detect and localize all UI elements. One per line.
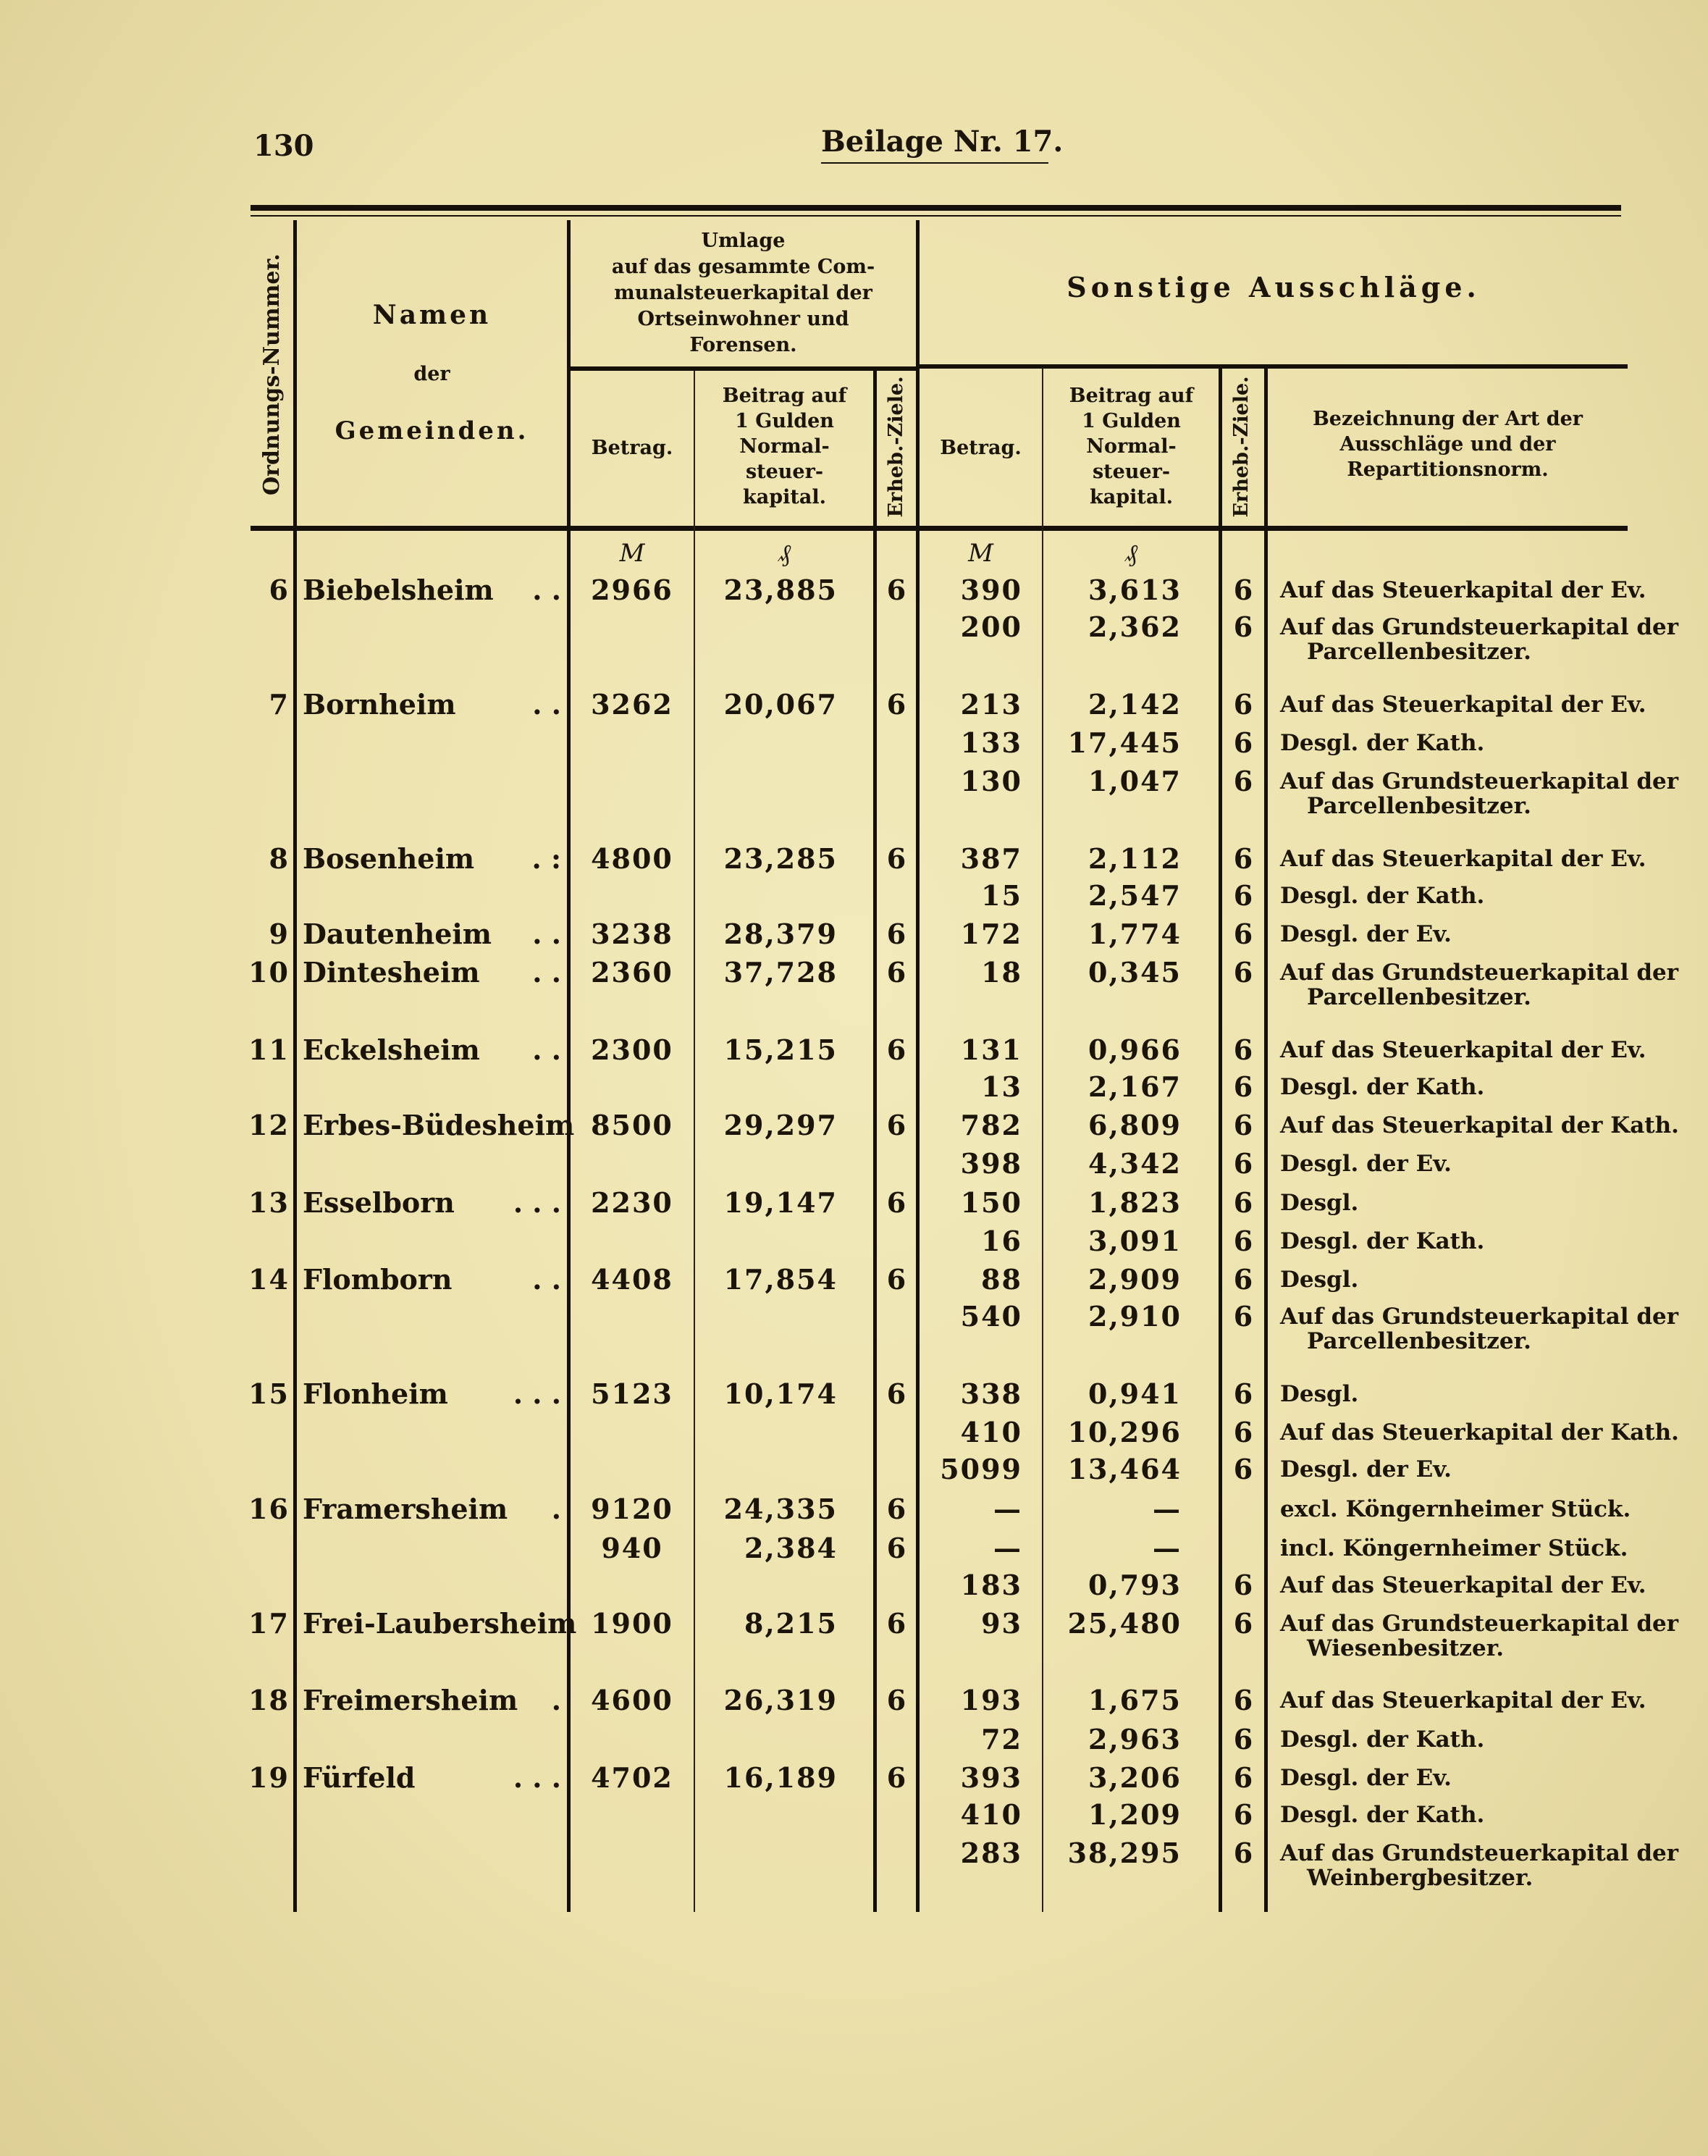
page-number: 130: [253, 129, 314, 163]
ausschlag-beitrag: 2,362: [1088, 611, 1182, 643]
ausschlag-beitrag: 2,142: [1088, 688, 1182, 721]
ausschlag-beitrag: 25,480: [1067, 1607, 1182, 1640]
ausschlag-beitrag: 6,809: [1088, 1109, 1182, 1141]
ausschlag-ziele: 6: [1233, 1723, 1255, 1756]
ausschlag-description: Auf das Steuerkapital der Ev.: [1280, 1572, 1646, 1598]
ausschlag-betrag: 393: [960, 1761, 1022, 1794]
ausschlag-description: Desgl. der Ev.: [1280, 1456, 1452, 1482]
umlage-betrag: 5123: [591, 1377, 673, 1410]
row-number: 9: [269, 918, 290, 950]
ausschlag-ziele: 6: [1233, 1147, 1255, 1180]
ausschlag-betrag: 16: [981, 1225, 1022, 1257]
umlage-betrag: 4408: [591, 1263, 673, 1296]
ausschlag-ziele: 6: [1233, 1263, 1255, 1296]
ausschlag-ziele: 6: [1233, 765, 1255, 797]
municipality-name: Flomborn: [303, 1263, 453, 1296]
municipality-name: Dautenheim: [303, 918, 492, 950]
header-ordnungs-nummer: Ordnungs-Nummer.: [259, 253, 285, 495]
umlage-ziele: 6: [886, 842, 908, 875]
ausschlag-description: Auf das Grundsteuerkapital der: [1280, 1840, 1679, 1866]
ausschlag-description: Auf das Grundsteuerkapital der: [1280, 960, 1679, 986]
umlage-beitrag: 23,285: [723, 842, 838, 875]
ausschlag-description-continued: Wiesenbesitzer.: [1307, 1635, 1505, 1661]
municipality-name: Frei-Laubersheim: [303, 1607, 577, 1640]
umlage-betrag: 3238: [591, 918, 673, 950]
dot-leader: .: [551, 1493, 561, 1525]
ausschlag-ziele: 6: [1233, 611, 1255, 643]
umlage-betrag: 940: [601, 1532, 663, 1564]
umlage-betrag: 2966: [591, 574, 673, 606]
ausschlag-description: Auf das Steuerkapital der Kath.: [1280, 1112, 1679, 1138]
ausschlag-description: Auf das Steuerkapital der Ev.: [1280, 692, 1646, 718]
ausschlag-beitrag: 0,966: [1088, 1033, 1182, 1066]
ausschlag-beitrag: 10,296: [1067, 1416, 1182, 1448]
ausschlag-beitrag: 2,167: [1088, 1070, 1182, 1103]
ausschlag-beitrag: 1,209: [1088, 1798, 1182, 1831]
ausschlag-description: excl. Köngernheimer Stück.: [1280, 1496, 1631, 1522]
umlage-beitrag: 29,297: [723, 1109, 838, 1141]
ausschlag-ziele: 6: [1233, 1761, 1255, 1794]
ausschlag-description: Auf das Grundsteuerkapital der: [1280, 1304, 1679, 1330]
ausschlag-description-continued: Parcellenbesitzer.: [1307, 793, 1531, 819]
umlage-ziele: 6: [886, 956, 908, 989]
ausschlag-ziele: 6: [1233, 1569, 1255, 1601]
ausschlag-betrag: 410: [960, 1416, 1022, 1448]
row-number: 18: [248, 1684, 290, 1716]
umlage-ziele: 6: [886, 1033, 908, 1066]
ausschlag-beitrag: 0,941: [1088, 1377, 1182, 1410]
ausschlag-ziele: 6: [1233, 1607, 1255, 1640]
ausschlag-ziele: 6: [1233, 688, 1255, 721]
umlage-ziele: 6: [886, 1493, 908, 1525]
ausschlag-description: Desgl.: [1280, 1267, 1359, 1293]
municipality-name: Eckelsheim: [303, 1033, 480, 1066]
municipality-name: Freimersheim: [303, 1684, 518, 1716]
ausschlag-description: Desgl.: [1280, 1190, 1359, 1216]
ausschlag-ziele: 6: [1233, 956, 1255, 989]
ausschlag-description: Desgl. der Ev.: [1280, 1765, 1452, 1791]
ausschlag-description: Auf das Grundsteuerkapital der: [1280, 768, 1679, 794]
ausschlag-description: Desgl. der Kath.: [1280, 730, 1485, 756]
ausschlag-beitrag: 2,963: [1088, 1723, 1182, 1756]
umlage-beitrag: 24,335: [723, 1493, 838, 1525]
header-sonstige-ausschlaege: Sonstige Ausschläge.: [1067, 271, 1481, 303]
row-number: 7: [269, 688, 290, 721]
ausschlag-ziele: 6: [1233, 1109, 1255, 1141]
ausschlag-beitrag: 0,793: [1088, 1569, 1182, 1601]
ausschlag-betrag: 213: [960, 688, 1022, 721]
row-number: 17: [248, 1607, 290, 1640]
ausschlag-betrag: 410: [960, 1798, 1022, 1831]
ausschlag-betrag: 88: [981, 1263, 1022, 1296]
ausschlag-description: Auf das Steuerkapital der Ev.: [1280, 577, 1646, 603]
row-number: 8: [269, 842, 290, 875]
header-ziele-1: Erheb.-Ziele.: [885, 376, 907, 518]
ausschlag-description-continued: Parcellenbesitzer.: [1307, 639, 1531, 665]
header-der: der: [413, 363, 450, 385]
ausschlag-ziele: 6: [1233, 842, 1255, 875]
dot-leader: . . .: [513, 1186, 561, 1219]
ausschlag-beitrag: 0,345: [1088, 956, 1182, 989]
umlage-betrag: 4600: [591, 1684, 673, 1716]
umlage-ziele: 6: [886, 1761, 908, 1794]
umlage-betrag: 1900: [591, 1607, 673, 1640]
ausschlag-description: Auf das Steuerkapital der Kath.: [1280, 1419, 1679, 1446]
ausschlag-betrag: —: [993, 1493, 1022, 1525]
dot-leader: . .: [532, 918, 561, 950]
ausschlag-beitrag: 4,342: [1088, 1147, 1182, 1180]
ausschlag-beitrag: —: [1153, 1532, 1182, 1564]
ausschlag-ziele: 6: [1233, 1300, 1255, 1333]
ausschlag-ziele: 6: [1233, 1453, 1255, 1485]
umlage-beitrag: 37,728: [723, 956, 838, 989]
header-ziele-2: Erheb.-Ziele.: [1230, 376, 1253, 518]
ausschlag-beitrag: 3,206: [1088, 1761, 1182, 1794]
umlage-betrag: 4800: [591, 842, 673, 875]
ausschlag-ziele: 6: [1233, 1186, 1255, 1219]
dot-leader: . . .: [513, 1377, 561, 1410]
dot-leader: . . .: [513, 1761, 561, 1794]
ausschlag-betrag: 540: [960, 1300, 1022, 1333]
dot-leader: .: [551, 1684, 561, 1716]
ausschlag-ziele: 6: [1233, 726, 1255, 759]
umlage-ziele: 6: [886, 1607, 908, 1640]
umlage-betrag: 4702: [591, 1761, 673, 1794]
ausschlag-description: Desgl. der Kath.: [1280, 1074, 1485, 1100]
ausschlag-beitrag: 38,295: [1067, 1837, 1182, 1869]
header-betrag-1: Betrag.: [591, 437, 673, 459]
ausschlag-beitrag: —: [1153, 1493, 1182, 1525]
municipality-name: Dintesheim: [303, 956, 480, 989]
ausschlag-ziele: 6: [1233, 1416, 1255, 1448]
ausschlag-description: Desgl. der Ev.: [1280, 921, 1452, 947]
ausschlag-description: Auf das Steuerkapital der Ev.: [1280, 1687, 1646, 1714]
ausschlag-description: Desgl. der Kath.: [1280, 1802, 1485, 1828]
ausschlag-betrag: 5099: [940, 1453, 1022, 1485]
unit-mark-2: M: [968, 539, 993, 568]
ausschlag-betrag: 18: [981, 956, 1022, 989]
umlage-beitrag: 16,189: [723, 1761, 838, 1794]
ausschlag-betrag: 130: [960, 765, 1022, 797]
ausschlag-ziele: 6: [1233, 879, 1255, 912]
municipality-name: Biebelsheim: [303, 574, 494, 606]
ausschlag-betrag: 338: [960, 1377, 1022, 1410]
umlage-beitrag: 23,885: [723, 574, 838, 606]
header-gemeinden: Gemeinden.: [335, 416, 529, 445]
municipality-name: Fürfeld: [303, 1761, 416, 1794]
ausschlag-beitrag: 2,910: [1088, 1300, 1182, 1333]
ausschlag-description-continued: Parcellenbesitzer.: [1307, 1328, 1531, 1354]
ausschlag-description: incl. Köngernheimer Stück.: [1280, 1535, 1628, 1561]
ausschlag-ziele: 6: [1233, 1798, 1255, 1831]
umlage-ziele: 6: [886, 1263, 908, 1296]
ausschlag-betrag: 782: [960, 1109, 1022, 1141]
ausschlag-ziele: 6: [1233, 1070, 1255, 1103]
municipality-name: Bornheim: [303, 688, 456, 721]
ausschlag-beitrag: 3,091: [1088, 1225, 1182, 1257]
row-number: 10: [248, 956, 290, 989]
ausschlag-ziele: 6: [1233, 1225, 1255, 1257]
ausschlag-betrag: 387: [960, 842, 1022, 875]
dot-leader: . .: [532, 574, 561, 606]
umlage-ziele: 6: [886, 574, 908, 606]
row-number: 12: [248, 1109, 290, 1141]
row-number: 13: [248, 1186, 290, 1219]
umlage-betrag: 9120: [591, 1493, 673, 1525]
ausschlag-description: Desgl. der Kath.: [1280, 1727, 1485, 1753]
title-underline: [821, 162, 1048, 164]
ausschlag-betrag: 390: [960, 574, 1022, 606]
page-title: Beilage Nr. 17.: [821, 125, 1064, 159]
umlage-betrag: 2230: [591, 1186, 673, 1219]
umlage-ziele: 6: [886, 1532, 908, 1564]
municipality-name: Bosenheim: [303, 842, 475, 875]
ausschlag-description: Desgl. der Kath.: [1280, 883, 1485, 909]
ausschlag-ziele: 6: [1233, 1377, 1255, 1410]
ausschlag-betrag: 193: [960, 1684, 1022, 1716]
municipality-name: Esselborn: [303, 1186, 455, 1219]
ausschlag-beitrag: 1,047: [1088, 765, 1182, 797]
dot-leader: . :: [531, 842, 561, 875]
ausschlag-ziele: 6: [1233, 1684, 1255, 1716]
ausschlag-betrag: 93: [981, 1607, 1022, 1640]
umlage-ziele: 6: [886, 688, 908, 721]
ausschlag-betrag: 183: [960, 1569, 1022, 1601]
dot-leader: . .: [532, 1263, 561, 1296]
row-number: 11: [248, 1033, 290, 1066]
umlage-betrag: 8500: [591, 1109, 673, 1141]
umlage-beitrag: 17,854: [723, 1263, 838, 1296]
dot-leader: . .: [532, 956, 561, 989]
ausschlag-beitrag: 1,823: [1088, 1186, 1182, 1219]
ausschlag-description: Auf das Grundsteuerkapital der: [1280, 1611, 1679, 1637]
ausschlag-description: Auf das Steuerkapital der Ev.: [1280, 1037, 1646, 1063]
ausschlag-ziele: 6: [1233, 1837, 1255, 1869]
umlage-ziele: 6: [886, 1377, 908, 1410]
umlage-beitrag: 19,147: [723, 1186, 838, 1219]
umlage-beitrag: 28,379: [723, 918, 838, 950]
umlage-beitrag: 20,067: [723, 688, 838, 721]
unit-pf-1: ₰: [778, 539, 791, 568]
ausschlag-beitrag: 2,909: [1088, 1263, 1182, 1296]
umlage-beitrag: 15,215: [723, 1033, 838, 1066]
ausschlag-ziele: 6: [1233, 1033, 1255, 1066]
ausschlag-betrag: 13: [981, 1070, 1022, 1103]
ausschlag-betrag: 283: [960, 1837, 1022, 1869]
row-number: 16: [248, 1493, 290, 1525]
ausschlag-description: Auf das Steuerkapital der Ev.: [1280, 846, 1646, 872]
umlage-beitrag: 8,215: [744, 1607, 838, 1640]
ausschlag-beitrag: 2,547: [1088, 879, 1182, 912]
ausschlag-beitrag: 3,613: [1088, 574, 1182, 606]
header-namen: Namen: [372, 300, 492, 330]
ausschlag-beitrag: 2,112: [1088, 842, 1182, 875]
ausschlag-betrag: 150: [960, 1186, 1022, 1219]
ausschlag-betrag: 133: [960, 726, 1022, 759]
header-betrag-2: Betrag.: [940, 437, 1022, 459]
umlage-betrag: 2300: [591, 1033, 673, 1066]
umlage-betrag: 3262: [591, 688, 673, 721]
ausschlag-beitrag: 1,774: [1088, 918, 1182, 950]
umlage-ziele: 6: [886, 1684, 908, 1716]
row-number: 14: [248, 1263, 290, 1296]
umlage-beitrag: 26,319: [723, 1684, 838, 1716]
municipality-name: Erbes-Büdesheim: [303, 1109, 575, 1141]
unit-pf-2: ₰: [1125, 539, 1137, 568]
dot-leader: . .: [532, 688, 561, 721]
umlage-ziele: 6: [886, 1109, 908, 1141]
umlage-ziele: 6: [886, 1186, 908, 1219]
ausschlag-description-continued: Weinbergbesitzer.: [1307, 1865, 1534, 1891]
ausschlag-beitrag: 17,445: [1067, 726, 1182, 759]
umlage-ziele: 6: [886, 918, 908, 950]
ausschlag-description: Desgl. der Kath.: [1280, 1228, 1485, 1254]
ausschlag-description: Desgl.: [1280, 1381, 1359, 1407]
ausschlag-description-continued: Parcellenbesitzer.: [1307, 984, 1531, 1010]
ausschlag-betrag: 72: [981, 1723, 1022, 1756]
municipality-name: Framersheim: [303, 1493, 508, 1525]
ausschlag-beitrag: 13,464: [1067, 1453, 1182, 1485]
ausschlag-ziele: 6: [1233, 574, 1255, 606]
ausschlag-beitrag: 1,675: [1088, 1684, 1182, 1716]
municipality-name: Flonheim: [303, 1377, 448, 1410]
unit-mark-1: M: [619, 539, 645, 568]
ausschlag-description: Desgl. der Ev.: [1280, 1151, 1452, 1177]
ausschlag-ziele: 6: [1233, 918, 1255, 950]
row-number: 19: [248, 1761, 290, 1794]
umlage-beitrag: 2,384: [744, 1532, 838, 1564]
umlage-betrag: 2360: [591, 956, 673, 989]
dot-leader: . .: [532, 1033, 561, 1066]
ausschlag-betrag: 200: [960, 611, 1022, 643]
ausschlag-betrag: 15: [981, 879, 1022, 912]
ausschlag-description: Auf das Grundsteuerkapital der: [1280, 614, 1679, 640]
ausschlag-betrag: 398: [960, 1147, 1022, 1180]
ausschlag-betrag: —: [993, 1532, 1022, 1564]
ausschlag-betrag: 172: [960, 918, 1022, 950]
row-number: 15: [248, 1377, 290, 1410]
row-number: 6: [269, 574, 290, 606]
umlage-beitrag: 10,174: [723, 1377, 838, 1410]
ausschlag-betrag: 131: [960, 1033, 1022, 1066]
